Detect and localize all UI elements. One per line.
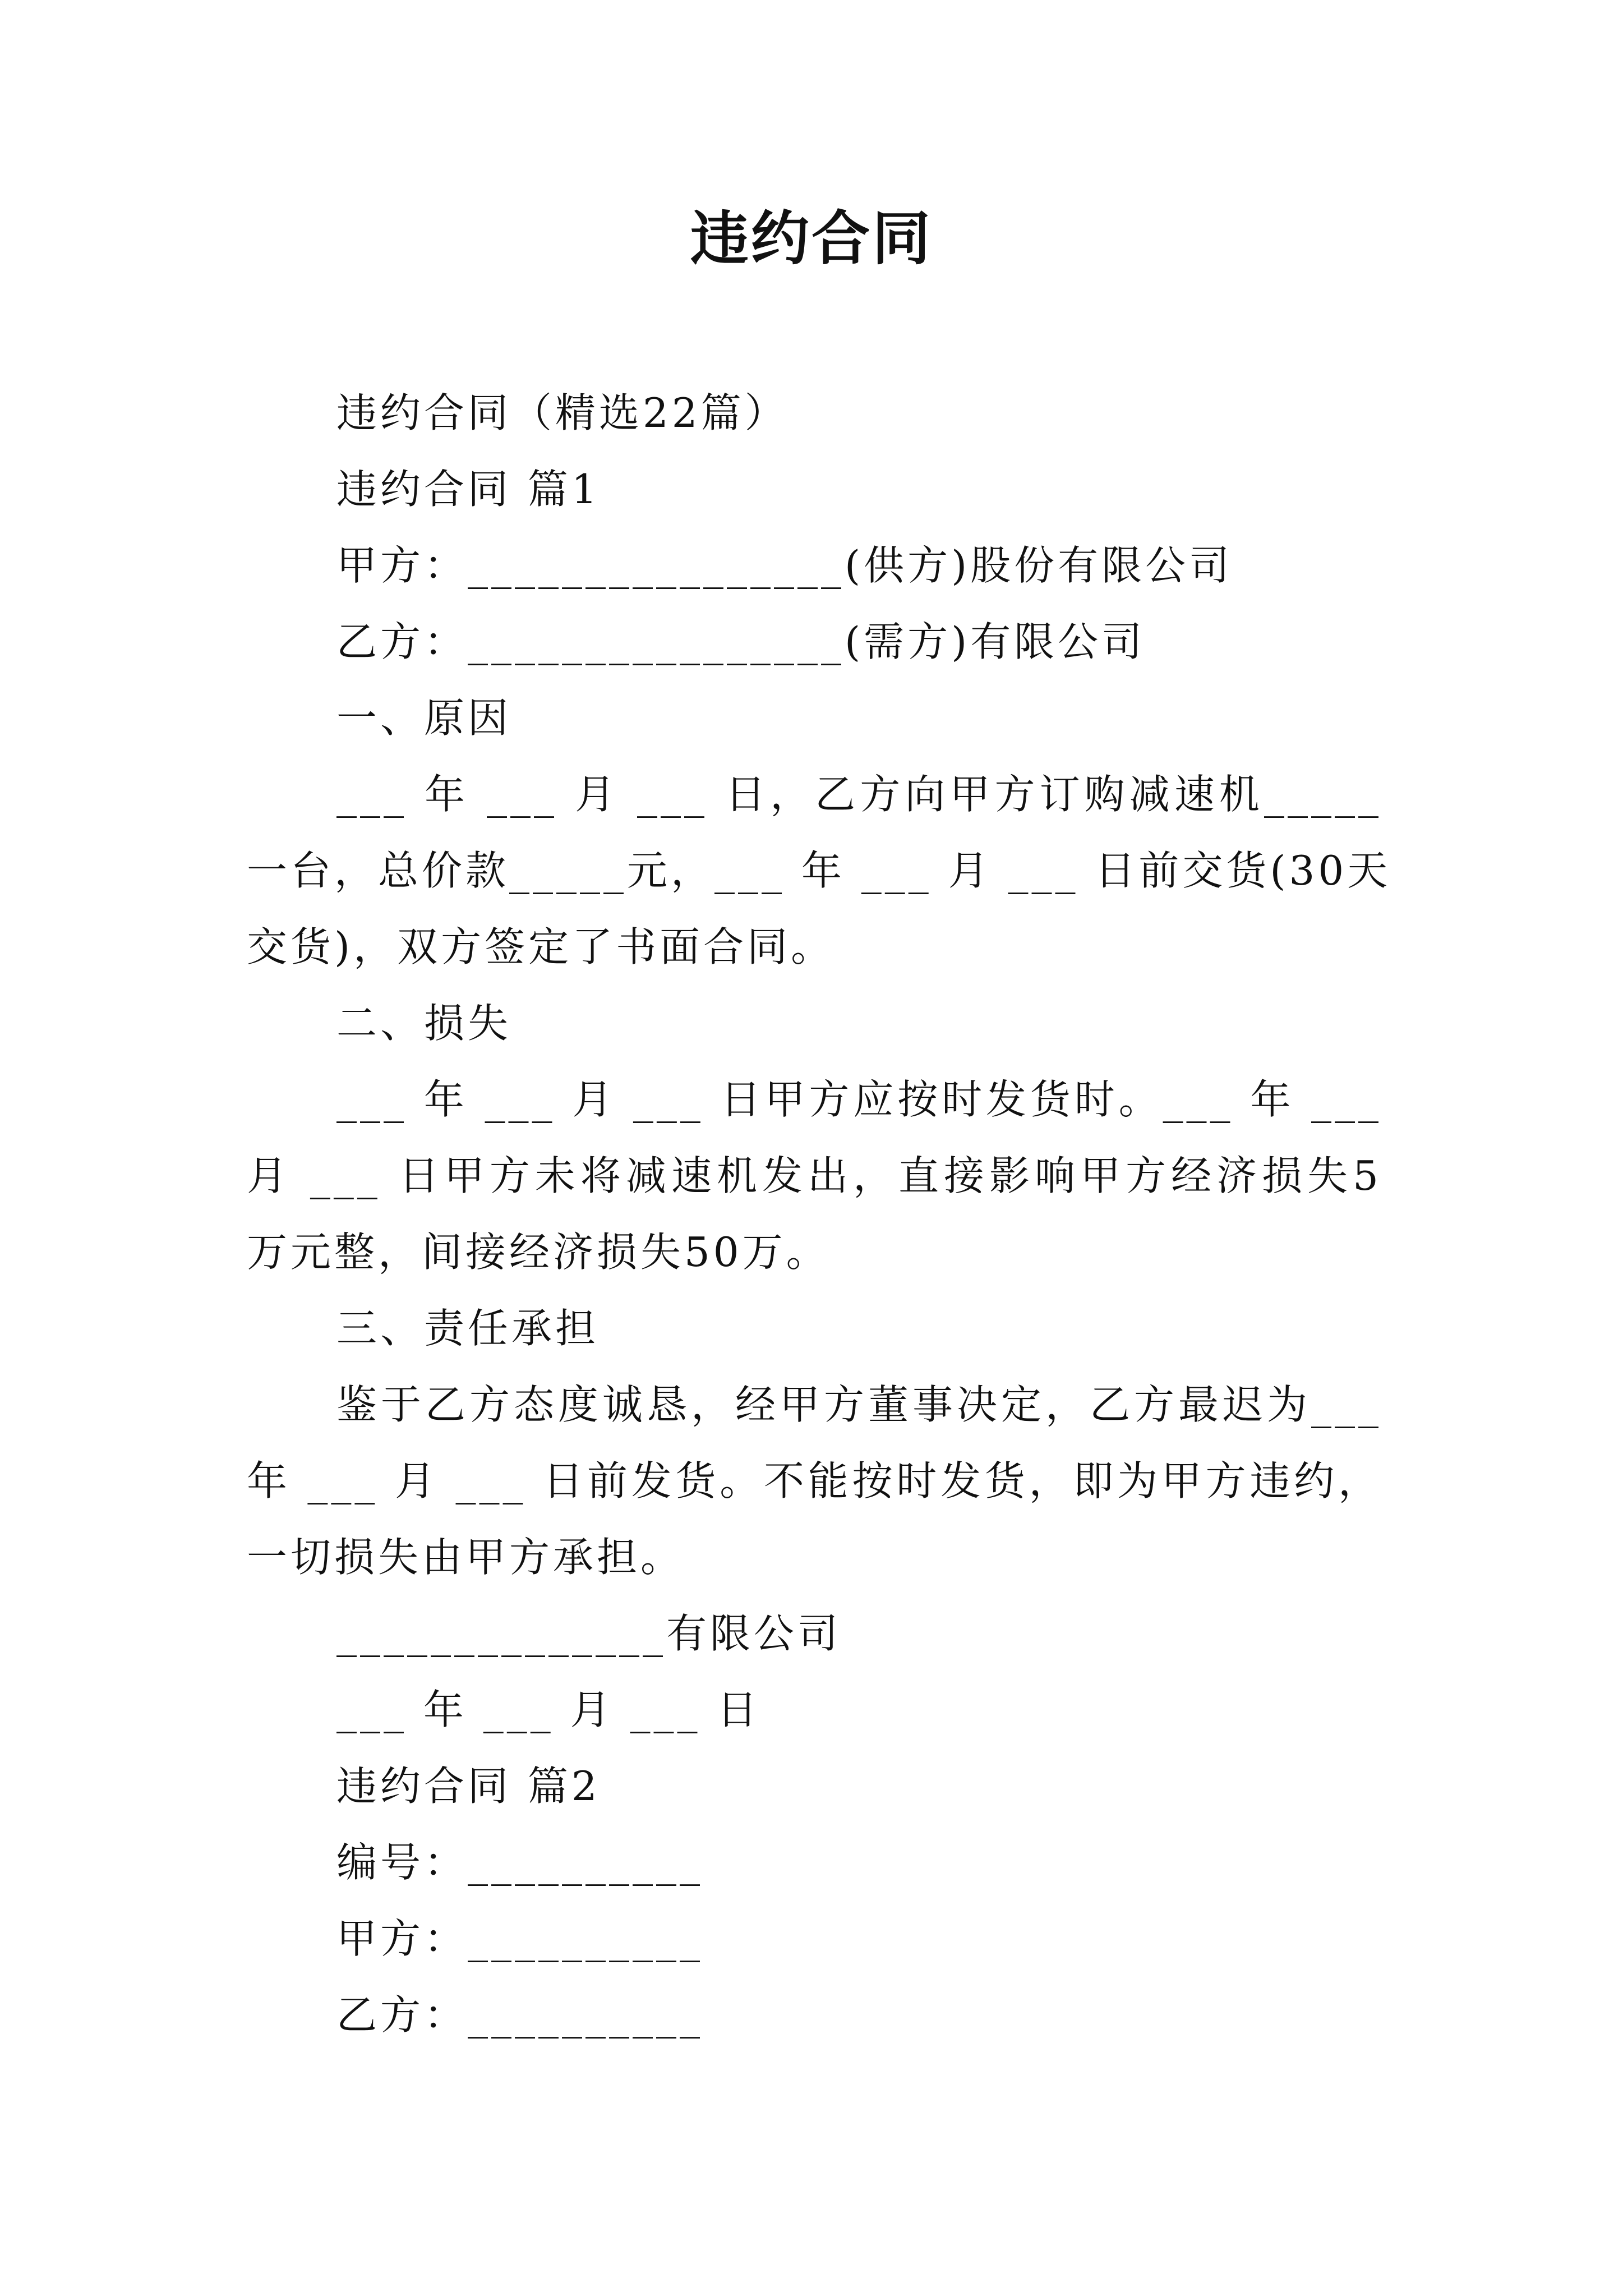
- paragraph-line: 月 ___ 日甲方未将减速机发出，直接影响甲方经济损失5: [247, 1152, 1382, 1199]
- contract-number-line: 编号：__________: [336, 1839, 704, 1886]
- party-a-line: 甲方：__________: [336, 1915, 704, 1962]
- signature-company: ______________有限公司: [336, 1610, 842, 1657]
- paragraph-line: 鉴于乙方态度诚恳，经甲方董事决定，乙方最迟为___: [336, 1381, 1382, 1428]
- party-b-line: 乙方：________________(需方)有限公司: [336, 618, 1146, 665]
- paragraph-line: 万元整，间接经济损失50万。: [247, 1228, 830, 1276]
- paragraph-line: 交货)，双方签定了书面合同。: [247, 923, 835, 970]
- party-b-line: 乙方：__________: [336, 1991, 704, 2039]
- clause-heading: 一、原因: [336, 694, 512, 742]
- party-a-line: 甲方：________________(供方)股份有限公司: [336, 542, 1233, 589]
- paragraph-line: 年 ___ 月 ___ 日前发货。不能按时发货，即为甲方违约，: [247, 1457, 1382, 1504]
- section-heading: 违约合同 篇2: [336, 1763, 601, 1810]
- paragraph-line: ___ 年 ___ 月 ___ 日，乙方向甲方订购减速机_____: [336, 771, 1382, 818]
- clause-heading: 三、责任承担: [336, 1305, 600, 1352]
- signature-date: ___ 年 ___ 月 ___ 日: [336, 1686, 761, 1733]
- section-heading: 违约合同 篇1: [336, 466, 601, 513]
- subtitle-line: 违约合同（精选22篇）: [336, 389, 789, 436]
- clause-heading: 二、损失: [336, 1000, 512, 1047]
- paragraph-line: 一切损失由甲方承担。: [247, 1534, 685, 1581]
- document-title: 违约合同: [690, 204, 933, 273]
- paragraph-line: ___ 年 ___ 月 ___ 日甲方应按时发货时。___ 年 ___: [336, 1076, 1382, 1123]
- document-body: [247, 375, 1391, 2053]
- paragraph-line: 一台，总价款_____元，___ 年 ___ 月 ___ 日前交货(30天: [247, 847, 1391, 894]
